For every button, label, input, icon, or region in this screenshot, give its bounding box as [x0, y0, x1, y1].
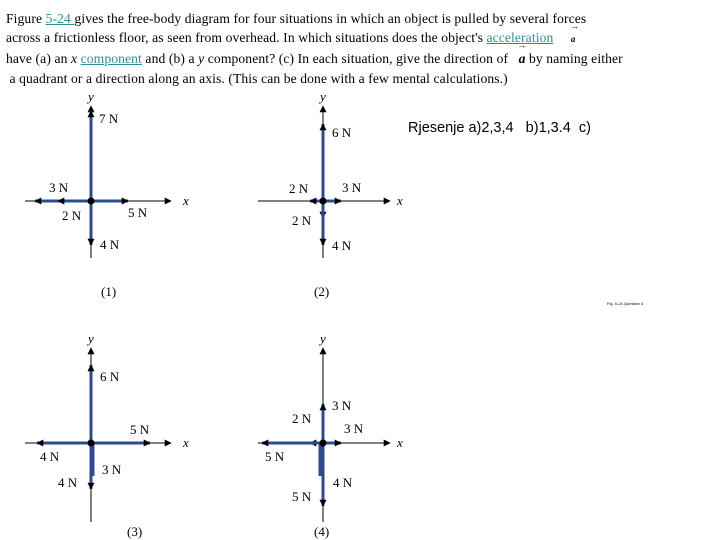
- x-axis-label: x: [183, 193, 189, 208]
- force-label: 3 N: [342, 180, 362, 195]
- component-link[interactable]: component: [80, 51, 142, 67]
- question-text-segment: gives the free-body diagram for four situations in which an object is pulled by several forces: [74, 11, 587, 26]
- x-axis-label: x: [183, 435, 189, 450]
- force-label: 5 N: [292, 489, 312, 504]
- force-label: 4 N: [58, 475, 78, 490]
- diagram-1: [25, 89, 189, 299]
- figure-link[interactable]: 5-24: [45, 11, 75, 26]
- object-dot: [88, 198, 95, 205]
- force-label: 5 N: [128, 205, 148, 220]
- question-text-segment: component? (c) In each situation, give the direction of: [204, 51, 512, 67]
- force-label: 7 N: [99, 111, 119, 126]
- y-axis-label: y: [320, 89, 326, 104]
- question-text-segment: Figure: [6, 11, 46, 26]
- x-axis-label: x: [397, 435, 403, 450]
- diagram-4: [258, 331, 403, 539]
- x-axis-label: x: [397, 193, 403, 208]
- y-axis-label: y: [88, 331, 94, 346]
- force-label: 5 N: [130, 422, 150, 437]
- force-label: 2 N: [292, 411, 312, 426]
- diagram-label: (2): [314, 284, 330, 299]
- force-label: 5 N: [265, 449, 285, 464]
- object-dot: [88, 440, 95, 447]
- force-label: 2 N: [292, 213, 312, 228]
- question-text-segment: and (b) a: [141, 51, 199, 67]
- force-label: 4 N: [332, 238, 352, 253]
- question-text-segment: have (a) an: [6, 51, 71, 67]
- force-label: 2 N: [289, 181, 309, 196]
- x-variable: x: [70, 51, 78, 67]
- diagram-label: (1): [101, 284, 117, 299]
- object-dot: [320, 440, 327, 447]
- force-label: 3 N: [332, 398, 352, 413]
- force-label: 3 N: [49, 180, 69, 195]
- force-label: 4 N: [40, 449, 60, 464]
- force-label: 2 N: [62, 208, 82, 223]
- force-label: 6 N: [100, 369, 120, 384]
- question-text-segment: a quadrant or a direction along an axis. (This can be done with a few mental calculations.): [9, 70, 508, 86]
- figure-caption: Fig. 5-24 Question 4: [607, 301, 644, 306]
- acceleration-link[interactable]: acceleration: [486, 30, 554, 46]
- diagram-2: [258, 89, 403, 299]
- question-text-segment: across a frictionless floor, as seen from overhead. In which situations does the object's: [6, 30, 487, 46]
- force-label: 3 N: [344, 421, 364, 436]
- force-label: 4 N: [100, 237, 120, 252]
- diagram-label: (3): [127, 524, 143, 539]
- y-axis-label: y: [320, 331, 326, 346]
- force-label: 4 N: [333, 475, 353, 490]
- diagram-3: [25, 331, 189, 539]
- object-dot: [320, 198, 327, 205]
- acceleration-vector-symbol: → a: [571, 30, 576, 49]
- a-vector-symbol: → a: [519, 49, 526, 68]
- y-variable: y: [198, 51, 205, 67]
- question-text-segment: by naming either: [525, 51, 623, 67]
- y-axis-label: y: [88, 89, 94, 104]
- force-label: 6 N: [332, 125, 352, 140]
- diagram-label: (4): [314, 524, 330, 539]
- force-label: 3 N: [102, 462, 122, 477]
- answer-text: Rjesenje a)2,3,4 b)1,3.4 c): [408, 120, 591, 136]
